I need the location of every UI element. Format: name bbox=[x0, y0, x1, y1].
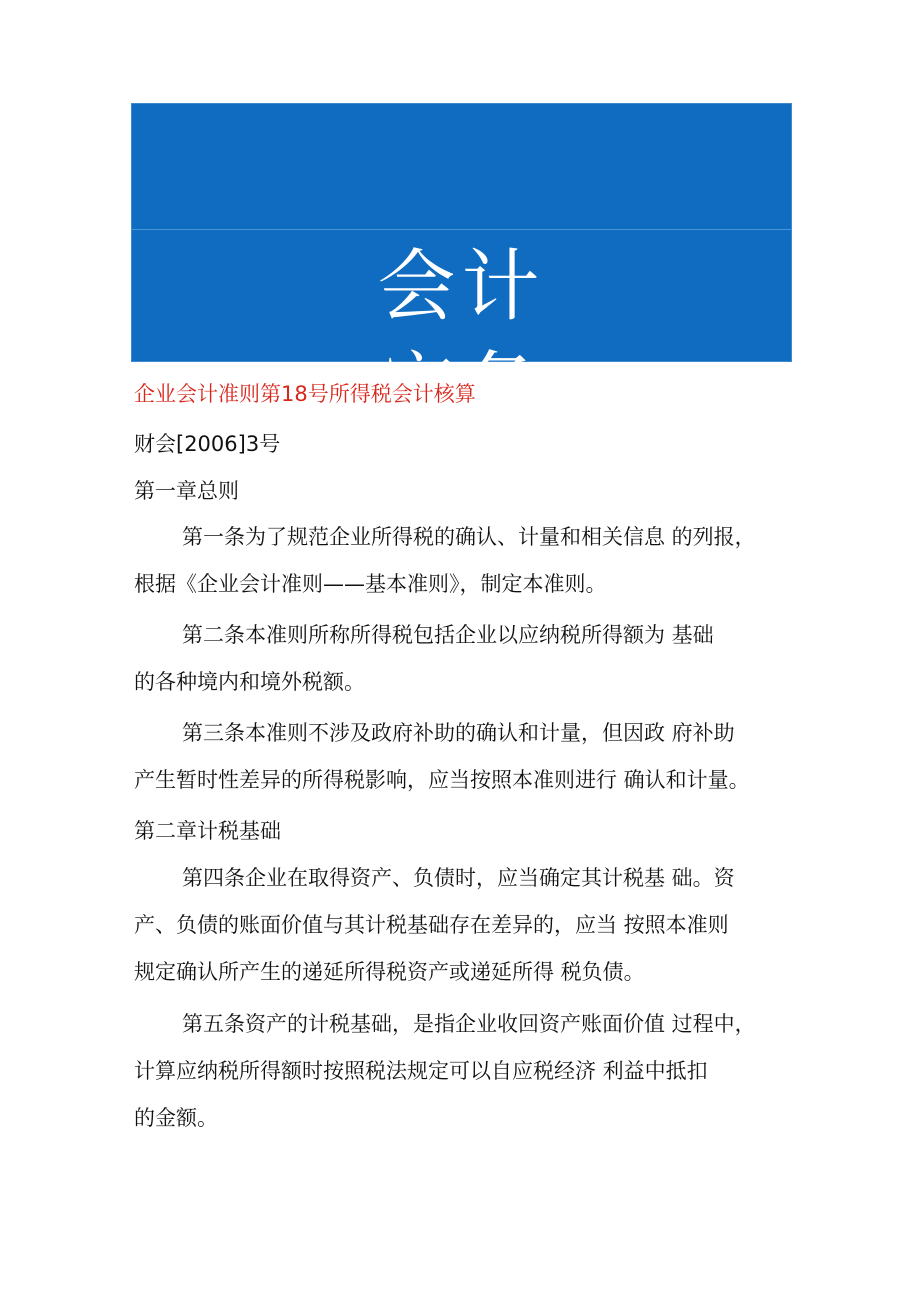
article-line: 第四条企业在取得资产、负债时，应当确定其计税基 础。资 bbox=[182, 866, 735, 890]
chapter-heading-2: 第二章计税基础 bbox=[134, 819, 281, 843]
banner-divider bbox=[132, 229, 791, 230]
article-line: 规定确认所产生的递延所得税资产或递延所得 税负债。 bbox=[134, 960, 645, 984]
article-line: 产生暂时性差异的所得税影响，应当按照本准则进行 确认和计量。 bbox=[134, 768, 750, 792]
article-2 bbox=[134, 619, 794, 713]
document-title: 企业会计准则第18号所得税会计核算 bbox=[134, 382, 476, 406]
document-number: 财会[2006]3号 bbox=[134, 432, 281, 456]
article-line: 第一条为了规范企业所得税的确认、计量和相关信息 的列报， bbox=[182, 525, 756, 549]
article-line: 的各种境内和境外税额。 bbox=[134, 670, 365, 694]
article-line: 第三条本准则不涉及政府补助的确认和计量，但因政 府补助 bbox=[182, 721, 735, 745]
article-line: 产、负债的账面价值与其计税基础存在差异的，应当 按照本准则 bbox=[134, 913, 729, 937]
article-3 bbox=[134, 717, 794, 811]
article-line: 根据《企业会计准则——基本准则》，制定本准则。 bbox=[134, 572, 607, 596]
article-line: 第二条本准则所称所得税包括企业以应纳税所得额为 基础 bbox=[182, 623, 714, 647]
article-1 bbox=[134, 521, 794, 615]
chapter-heading-1: 第一章总则 bbox=[134, 479, 239, 503]
banner-title-line-1: 会计 bbox=[377, 242, 546, 332]
article-line: 的金额。 bbox=[134, 1106, 218, 1130]
article-line: 第五条资产的计税基础，是指企业收回资产账面价值 过程中， bbox=[182, 1012, 756, 1036]
article-line: 计算应纳税所得额时按照税法规定可以自应税经济 利益中抵扣 bbox=[134, 1059, 708, 1083]
article-4 bbox=[134, 862, 794, 1003]
banner-title-line-2: 实务 bbox=[377, 344, 546, 434]
article-5 bbox=[134, 1008, 794, 1149]
